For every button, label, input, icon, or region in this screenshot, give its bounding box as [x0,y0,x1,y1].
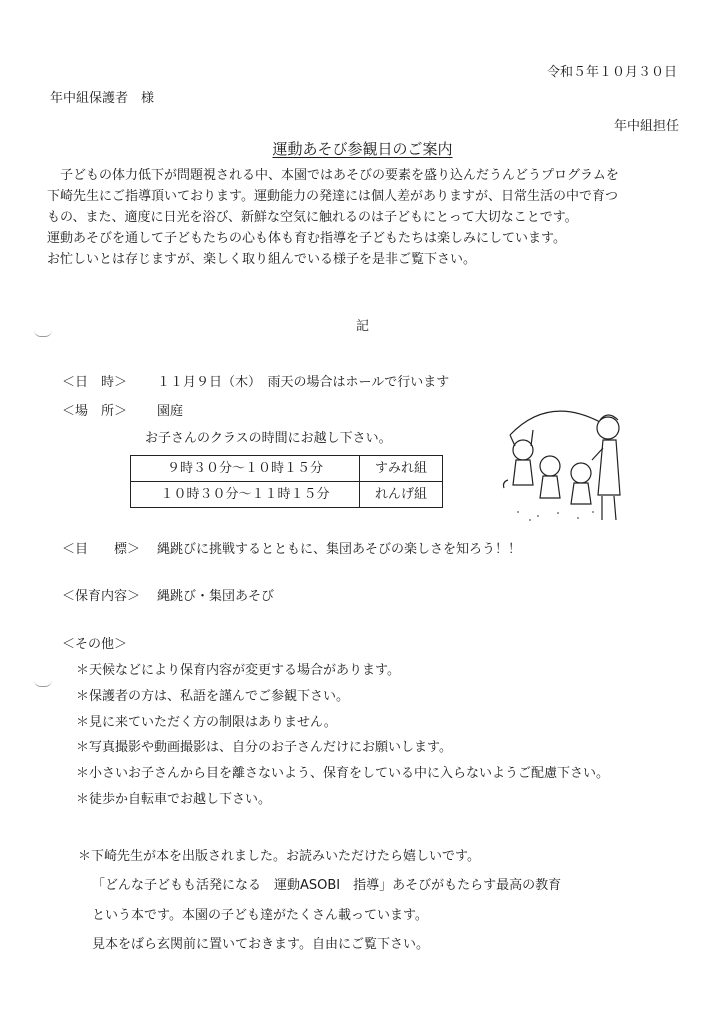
class-note: お子さんのクラスの時間にお越し下さい。 [145,431,392,446]
punch-hole-mark [34,330,52,337]
book-line: という本です。本園の子ども達がたくさん載っています。 [92,908,428,923]
place-label: ＜場 所＞ [62,404,128,419]
schedule-class: れんげ組 [360,482,443,508]
date-row [62,376,449,389]
document-title: 運動あそび参観日のご案内 [272,140,453,158]
punch-hole-mark [34,680,52,687]
place-row [62,405,183,418]
other-item: ＊天候などにより保育内容が変更する場合があります。 [76,663,400,678]
schedule-time: ９時３０分～１０時１５分 [131,456,360,482]
intro-line: お忙しいとは存じますが、楽しく取り組んでいる様子を是非ご覧下さい。 [47,252,477,267]
content-row [62,590,274,603]
children-jump-rope-illustration [488,400,638,525]
book-line: ＊下崎先生が本を出版されました。お読みいただけたら嬉しいです。 [78,849,480,864]
schedule-time: １０時３０分～１１時１５分 [131,482,360,508]
goal-value: 縄跳びに挑戦するとともに、集団あそびの楽しさを知ろう！！ [157,542,522,557]
ki-heading: 記 [355,319,369,334]
table-row [131,456,443,482]
other-item: ＊徒歩か自転車でお越し下さい。 [76,792,272,807]
intro-line: もの、また、適度に日光を浴び、新鮮な空気に触れるのは子どもにとって大切なことです。 [47,210,578,225]
sender: 年中組担任 [613,119,679,134]
intro-line: 下崎先生にご指導頂いております。運動能力の発達には個人差がありますが、日常生活の中で育つ [47,189,618,204]
book-line: 見本をばら玄関前に置いておきます。自由にご覧下さい。 [92,937,429,952]
other-item: ＊小さいお子さんから目を離さないよう、保育をしている中に入らないようご配慮下さい。 [76,766,610,781]
schedule-class: すみれ組 [360,456,443,482]
book-line: 「どんな子どもも活発になる 運動ASOBI 指導」あそびがもたらす最高の教育 [92,878,562,893]
recipient: 年中組保護者 様 [50,91,155,106]
other-item: ＊見に来ていただく方の制限はありません。 [76,715,337,730]
place-value: 園庭 [157,404,184,419]
goal-row [62,543,521,556]
intro-line: 子どもの体力低下が問題視される中、本園ではあそびの要素を盛り込んだうんどうプログラムを [47,168,619,183]
intro-line: 運動あそびを通して子どもたちの心も体も育む指導を子どもたちは楽しみにしています。 [47,231,566,246]
table-row [131,482,443,508]
date-label: ＜日 時＞ [62,375,128,390]
date-value: １１月９日（木） 雨天の場合はホールで行います [157,375,450,390]
other-item: ＊保護者の方は、私語を謹んでご参観下さい。 [76,689,350,704]
schedule-table [130,455,443,508]
intro-paragraph [47,165,687,270]
content-value: 縄跳び・集団あそび [157,589,275,604]
content-label: ＜保育内容＞ [62,589,141,604]
other-item: ＊写真撮影や動画撮影は、自分のお子さんだけにお願いします。 [76,740,452,755]
document-date: 令和５年１０月３０日 [546,65,677,80]
other-heading: ＜その他＞ [62,637,128,652]
goal-label: ＜目 標＞ [62,542,141,557]
